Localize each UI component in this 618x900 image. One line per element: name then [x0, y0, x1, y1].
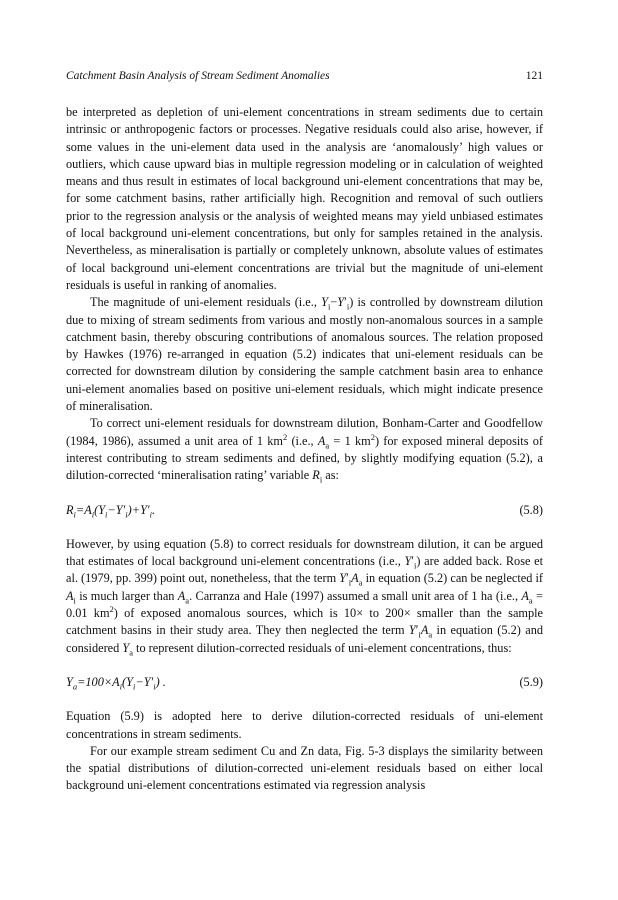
math-Y: Y — [337, 295, 345, 310]
math-Y: Y — [321, 295, 328, 310]
paragraph-5: Equation (5.9) is adopted here to derive dilution-corrected residuals of uni-element concentrations in stream sediments. — [66, 709, 543, 741]
math-sub: i — [319, 474, 323, 485]
equation-number: (5.8) — [519, 502, 543, 517]
text-run: The magnitude of uni-element residuals (i.e., — [90, 295, 322, 310]
math-sub: a — [325, 440, 330, 451]
math-A: A — [317, 433, 326, 448]
math-prime: ′ — [344, 295, 347, 310]
text-run: = 1 km — [329, 433, 371, 448]
equation-number: (5.9) — [519, 674, 543, 689]
math-sup: 2 — [370, 431, 375, 442]
math-sub: i — [346, 301, 350, 312]
equation-5-9 — [66, 674, 543, 691]
paragraph-6: For our example stream sediment Cu and Zn data, Fig. 5-3 displays the similarity between the spatial distributions of dilution-corrected uni-element residuals based on either local background uni-element concentrations estimated via regression analysis — [66, 743, 543, 793]
math-R: R — [312, 468, 320, 483]
math-op: − — [330, 295, 338, 310]
paragraph-1: be interpreted as depletion of uni-element concentrations in stream sediments due to certain intrinsic or anthropogenic factors or processes. Negative residuals could also arise, however, if some values in the uni-element data used in the analysis are ‘anomalously’ high values or outliers, which cause upward bias in multiple regression modeling or in calculation of weighted means and thus result in estimates of local background uni-element concentrations that may be, for some catchment basins, rather artificially high. Recognition and removal of such outliers prior to the regression analysis or the analysis of weighted means may yield unbiased estimates of local background uni-element concentrations, but only for samples retained in the analysis. Nevertheless, as mineralisation is partially or completely unknown, absolute values of estimates of local background uni-element concentrations are trivial but the magnitude of uni-element residuals is useful in ranking of anomalies. — [66, 105, 543, 292]
text-run: ) for exposed mineral deposits of interest contributing to stream sediments and defined, by slightly modifying equation (5.2), a dilution-corrected ‘mineralisation rating’ variable — [66, 433, 543, 483]
paragraph-4: However, by using equation (5.8) to correct residuals for downstream dilution, it can be argued that estimates of local background uni-element concentrations (i.e., $Y'_i$) are added back. Rose et al. (1979, pp. 399) point out, nonetheless, that the term $Y'_iA_a$ in equation (5.2) can be neglected if $A_i$ is much larger than $A_a$. Carranza and Hale (1997) assumed a small unit area of 1 ha (i.e., $A_a = 0.01$ $km^2$) of exposed anomalous sources, which is 10× to 200× smaller than the sample catchment basins in their study area. They then neglected the term $Y'_iA_a$ in equation (5.2) and considered $Y_a$ to represent dilution-corrected residuals of uni-element concentrations, thus: — [66, 536, 544, 658]
equation-expression: $Y_a=100\times A_i(Y_i-Y'_i)$ . — [66, 674, 166, 692]
text-run: as: — [322, 468, 339, 483]
math-sub: i — [327, 301, 331, 312]
text-run: ) is controlled by downstream dilution due to mixing of stream sediments from various and mostly non-anomalous sources in a sample catchment basin, thereby obscuring contributions of anomalous sources. The relation proposed by Hawkes (1976) re-arranged in equation (5.2) indicates that uni-element residuals can be corrected for downstream dilution by considering the sample catchment basin area to enhance uni-element anomalies based on positive uni-element residuals, which might indicate presence of mineralisation. — [66, 295, 543, 414]
page-number: 121 — [525, 70, 543, 82]
running-title: Catchment Basin Analysis of Stream Sediment Anomalies — [66, 70, 330, 82]
equation-expression: $R_i=A_i(Y_i-Y'_i)+Y'_i$. — [66, 502, 156, 519]
page-body — [66, 104, 543, 795]
paragraph-3 — [66, 415, 543, 484]
equation-5-8 — [66, 502, 543, 519]
paragraph-2 — [66, 294, 543, 415]
text-run: To correct uni-element residuals for downstream dilution, Bonham-Carter and Goodfellow (1984, 1986), assumed a unit area of 1 km — [66, 416, 543, 448]
math-sup: 2 — [282, 431, 288, 442]
running-header — [66, 70, 543, 86]
text-run: (i.e., — [287, 433, 318, 448]
